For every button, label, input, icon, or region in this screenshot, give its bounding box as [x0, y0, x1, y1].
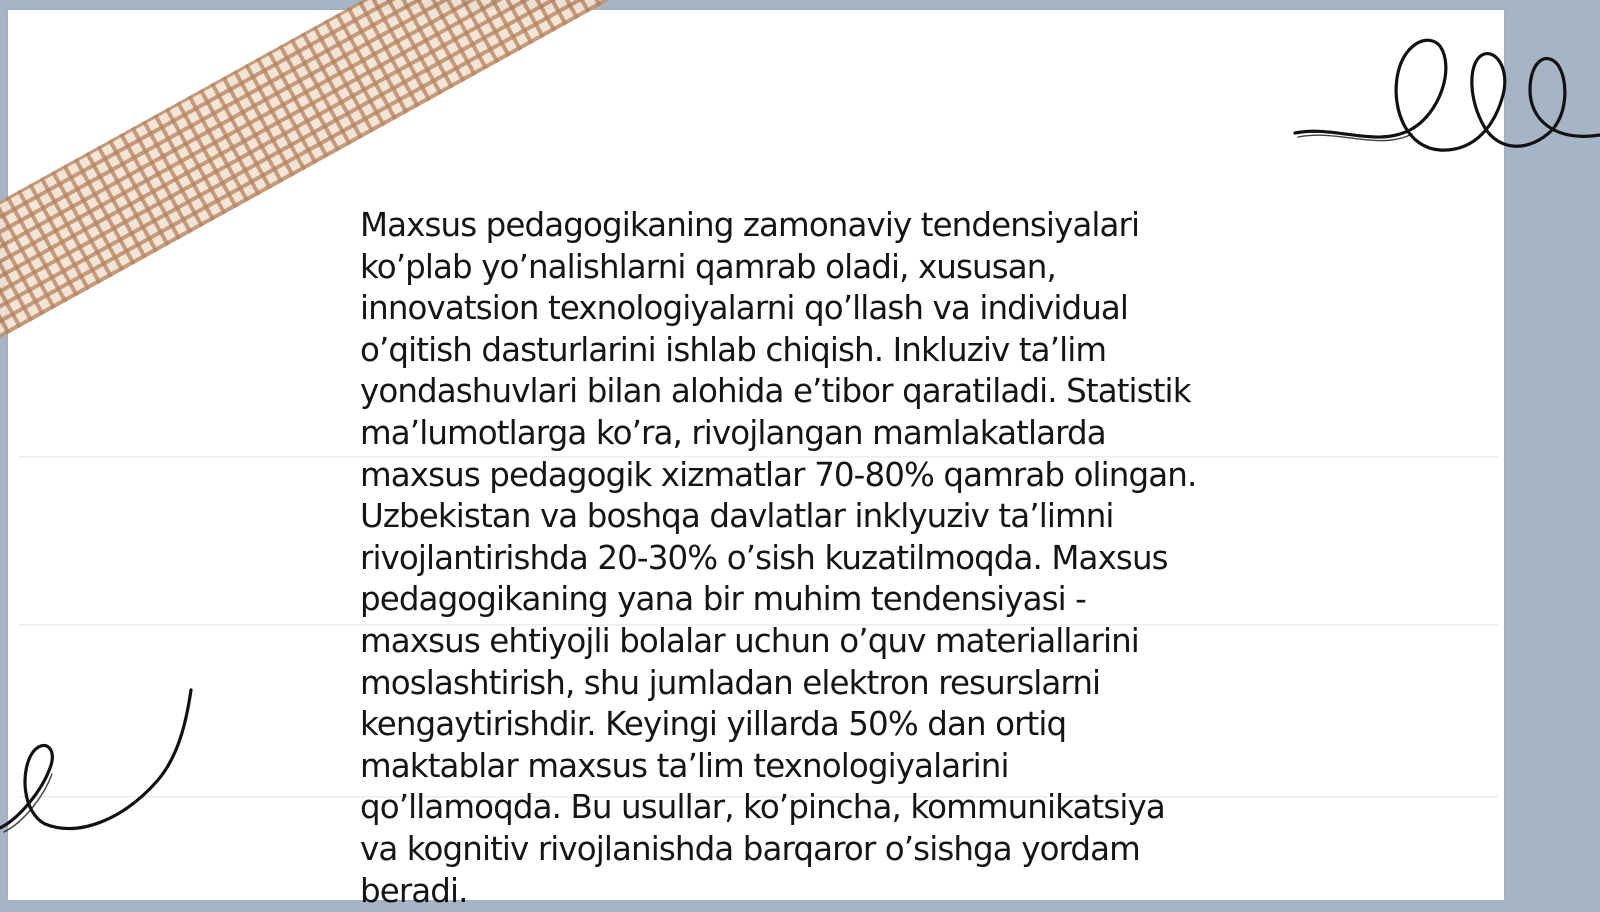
body-paragraph: Maxsus pedagogikaning zamonaviy tendensiyalari ko’plab yo’nalishlarni qamrab oladi, xususan, innovatsion texnologiyalarni qo’llash va individual o’qitish dasturlarini ishlab chiqish. Inkluziv ta’lim yondashuvlari bilan alohida e’tibor qaratiladi. Statistik ma’lumotlarga ko’ra, rivojlangan mamlakatlarda maxsus pedagogik xizmatlar 70-80% qamrab olingan. Uzbekistan va boshqa davlatlar inklyuziv ta’limni rivojlantirishda 20-30% o’sish kuzatilmoqda. Maxsus pedagogikaning yana bir muhim tendensiyasi - maxsus ehtiyojli bolalar uchun o’quv materiallarini moslashtirish, shu jumladan elektron resurslarni kengaytirishdir. Keyingi yillarda 50% dan ortiq maktablar maxsus ta’lim texnologiyalarini qo’llamoqda. Bu usullar, ko’pincha, kommunikatsiya va kognitiv rivojlanishda barqaror o’sishga yordam beradi.: [360, 206, 1197, 910]
loop-squiggle-icon: [1290, 30, 1600, 170]
loop-squiggle-icon: [0, 690, 200, 850]
